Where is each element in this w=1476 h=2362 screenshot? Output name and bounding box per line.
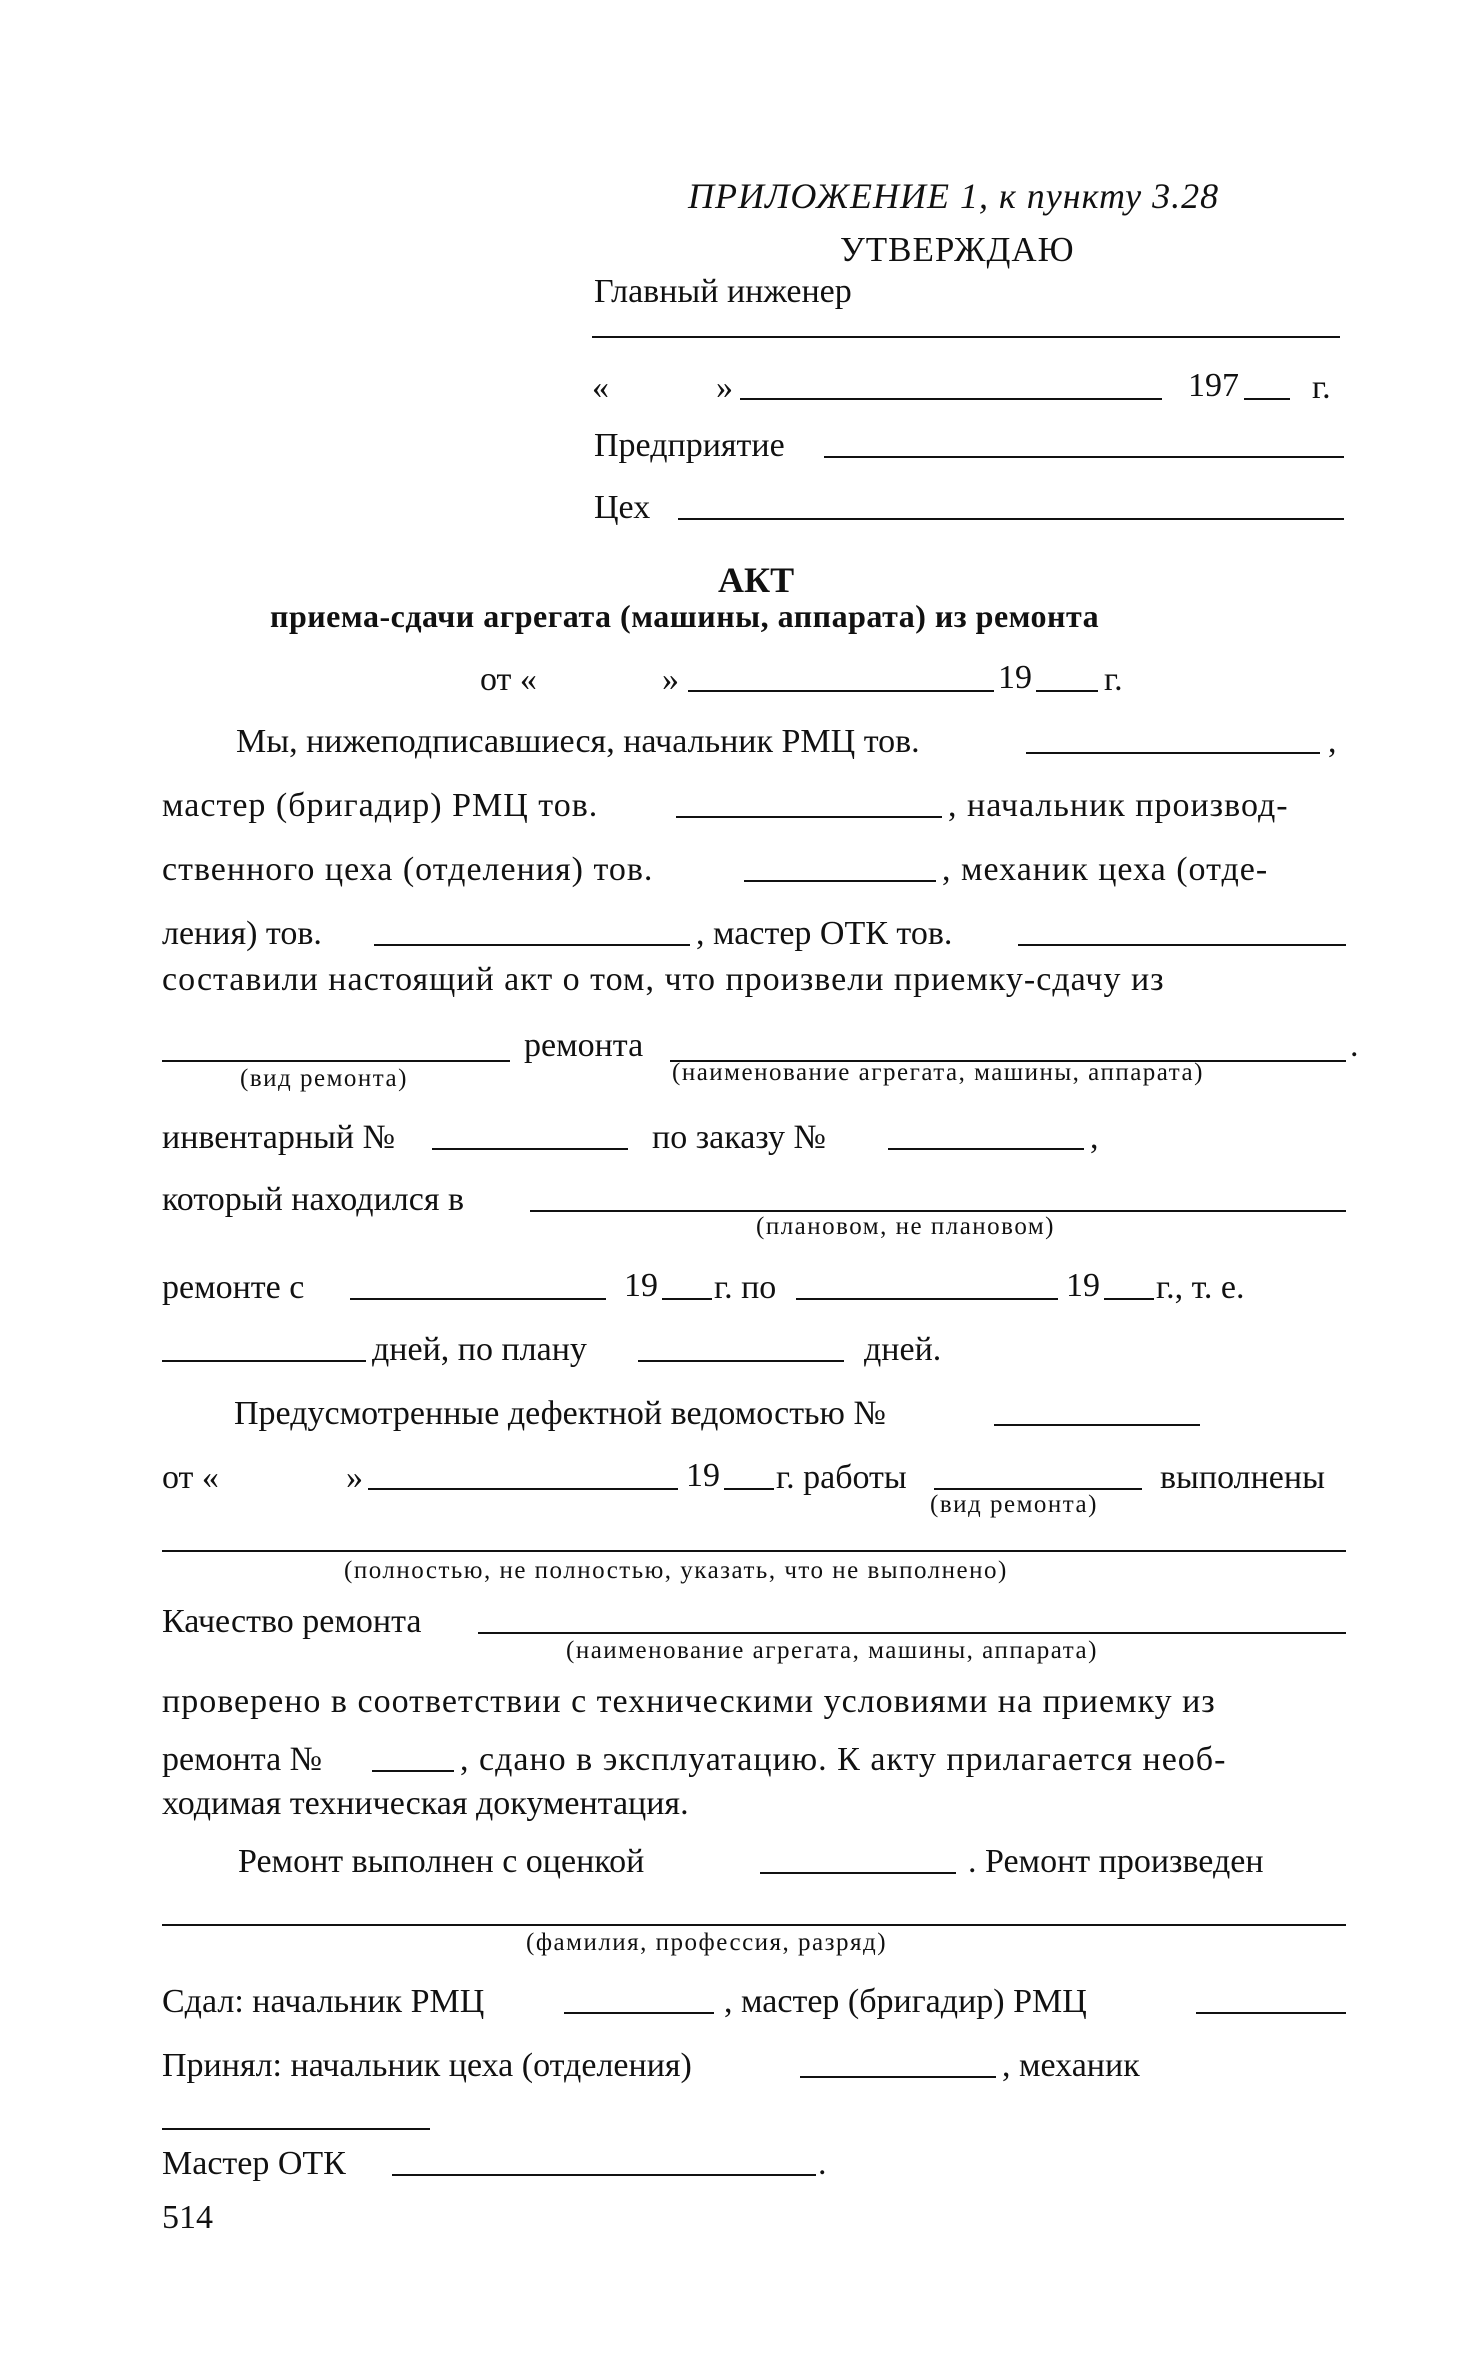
accepted-mech-line[interactable] (162, 2128, 430, 2130)
approval-quote-close: » (716, 369, 733, 406)
p1-line5: составили настоящий акт о том, что произвели приемку-сдачу из (162, 961, 1165, 998)
otk-line[interactable] (392, 2174, 816, 2176)
p1-master-line[interactable] (676, 816, 942, 818)
accepted-head-line[interactable] (800, 2076, 996, 2078)
p1-line3a: ственного цеха (отделения) тов. (162, 851, 654, 888)
done-label: выполнены (1160, 1459, 1325, 1496)
p1-line4b: , мастер ОТК тов. (696, 915, 953, 952)
page-number: 514 (162, 2199, 213, 2236)
approval-year-line[interactable] (1244, 398, 1290, 400)
act-date-close: » (662, 661, 679, 698)
p1-line4a: ления) тов. (162, 915, 322, 952)
works-label: г. работы (776, 1459, 907, 1496)
cap-unit-name: (наименование агрегата, машины, аппарата) (672, 1059, 1204, 1086)
appendix-header: ПРИЛОЖЕНИЕ 1, к пункту 3.28 (688, 176, 1220, 216)
enterprise-line[interactable] (824, 456, 1344, 458)
quality-line[interactable] (478, 1632, 1346, 1634)
repair-from-line[interactable] (350, 1298, 606, 1300)
accepted-mech-label: , механик (1002, 2047, 1140, 2084)
order-label: по заказу № (652, 1119, 826, 1156)
act-date-year: 19 (998, 659, 1032, 696)
defect-from-label: от « (162, 1459, 219, 1496)
days-actual-line[interactable] (162, 1360, 366, 1362)
defect-date-line[interactable] (368, 1488, 678, 1490)
year-c-line[interactable] (724, 1488, 774, 1490)
approval-date-line[interactable] (740, 398, 1162, 400)
order-line[interactable] (888, 1148, 1084, 1150)
p2-line2b: , сдано в эксплуатацию. К акту прилагается необ- (460, 1741, 1227, 1778)
handed-label: Сдал: начальник РМЦ (162, 1983, 485, 2020)
handed-master-line[interactable] (1196, 2012, 1346, 2014)
year-to-label: г. по (714, 1269, 777, 1306)
act-subtitle: приема-сдачи агрегата (машины, аппарата) из ремонта (270, 598, 1100, 634)
act-title: АКТ (718, 560, 795, 600)
act-year-line[interactable] (1036, 690, 1098, 692)
shop-label: Цех (594, 489, 651, 526)
days-end-label: дней. (864, 1331, 942, 1368)
p1-mechanic-line[interactable] (374, 944, 690, 946)
grade-line[interactable] (760, 1872, 956, 1874)
repair-type-line[interactable] (162, 1060, 510, 1062)
act-date-suffix: г. (1104, 661, 1123, 698)
order-end: , (1090, 1119, 1099, 1156)
p1-line3b: , механик цеха (отде- (942, 851, 1269, 888)
line6-end: . (1350, 1027, 1359, 1064)
repair-word: ремонта (524, 1027, 644, 1064)
repair-to-line[interactable] (796, 1298, 1058, 1300)
defect-from-close: » (346, 1459, 363, 1496)
p1-line2a: мастер (бригадир) РМЦ тов. (162, 787, 599, 824)
defect-number-line[interactable] (994, 1424, 1200, 1426)
handed-rmc-line[interactable] (564, 2012, 714, 2014)
inventory-label: инвентарный № (162, 1119, 396, 1156)
quality-label: Качество ремонта (162, 1603, 422, 1640)
grade-label: Ремонт выполнен с оценкой (238, 1843, 645, 1880)
cap-planned: (плановом, не плановом) (756, 1213, 1055, 1240)
year-19-b: 19 (1066, 1267, 1100, 1304)
p1-line1-end: , (1328, 723, 1337, 760)
p1-line2b: , начальник производ- (948, 787, 1289, 824)
chief-signature-line[interactable] (592, 336, 1340, 338)
p2-line3: ходимая техническая документация. (162, 1785, 689, 1822)
year-19-a: 19 (624, 1267, 658, 1304)
year-b-line[interactable] (1104, 1298, 1154, 1300)
days-plan-label: дней, по плану (372, 1331, 587, 1368)
performer-line[interactable] (162, 1924, 1346, 1926)
chief-engineer-label: Главный инженер (594, 273, 852, 310)
inventory-line[interactable] (432, 1148, 628, 1150)
year-a-line[interactable] (662, 1298, 712, 1300)
days-plan-line[interactable] (638, 1360, 844, 1362)
p1-prod-head-line[interactable] (744, 880, 936, 882)
cap-completeness: (полностью, не полностью, указать, что не выполнено) (344, 1557, 1008, 1584)
approval-year-prefix: 197 (1188, 367, 1239, 404)
p2-conditions-line[interactable] (372, 1770, 454, 1772)
year-19-c: 19 (686, 1457, 720, 1494)
p1-line1: Мы, нижеподписавшиеся, начальник РМЦ тов. (236, 723, 920, 760)
otk-end: . (818, 2145, 827, 2182)
defect-label: Предусмотренные дефектной ведомостью № (234, 1395, 886, 1432)
approval-quote-open: « (592, 369, 609, 406)
cap-person: (фамилия, профессия, разряд) (526, 1929, 888, 1956)
approve-label: УТВЕРЖДАЮ (840, 230, 1075, 269)
p1-otk-line[interactable] (1018, 944, 1346, 946)
cap-repair-type-2: (вид ремонта) (930, 1491, 1098, 1518)
p1-rmc-head-line[interactable] (1026, 752, 1320, 754)
p2-line1: проверено в соответствии с техническими условиями на приемку из (162, 1683, 1216, 1720)
cap-repair-type: (вид ремонта) (240, 1065, 408, 1092)
cap-unit-name-2: (наименование агрегата, машины, аппарата) (566, 1637, 1098, 1664)
act-date-line[interactable] (688, 690, 994, 692)
repair-from-label: ремонте с (162, 1269, 305, 1306)
year-ie-label: г., т. е. (1156, 1269, 1245, 1306)
completeness-line[interactable] (162, 1550, 1346, 1552)
approval-year-suffix: г. (1312, 369, 1331, 406)
performed-label: . Ремонт произведен (968, 1843, 1264, 1880)
enterprise-label: Предприятие (594, 427, 785, 464)
accepted-label: Принял: начальник цеха (отделения) (162, 2047, 692, 2084)
shop-line[interactable] (678, 518, 1344, 520)
was-in-label: который находился в (162, 1181, 465, 1218)
otk-label: Мастер ОТК (162, 2145, 346, 2182)
handed-master-label: , мастер (бригадир) РМЦ (724, 1983, 1087, 2020)
act-date-from: от « (480, 661, 537, 698)
p2-line2a: ремонта № (162, 1741, 323, 1778)
